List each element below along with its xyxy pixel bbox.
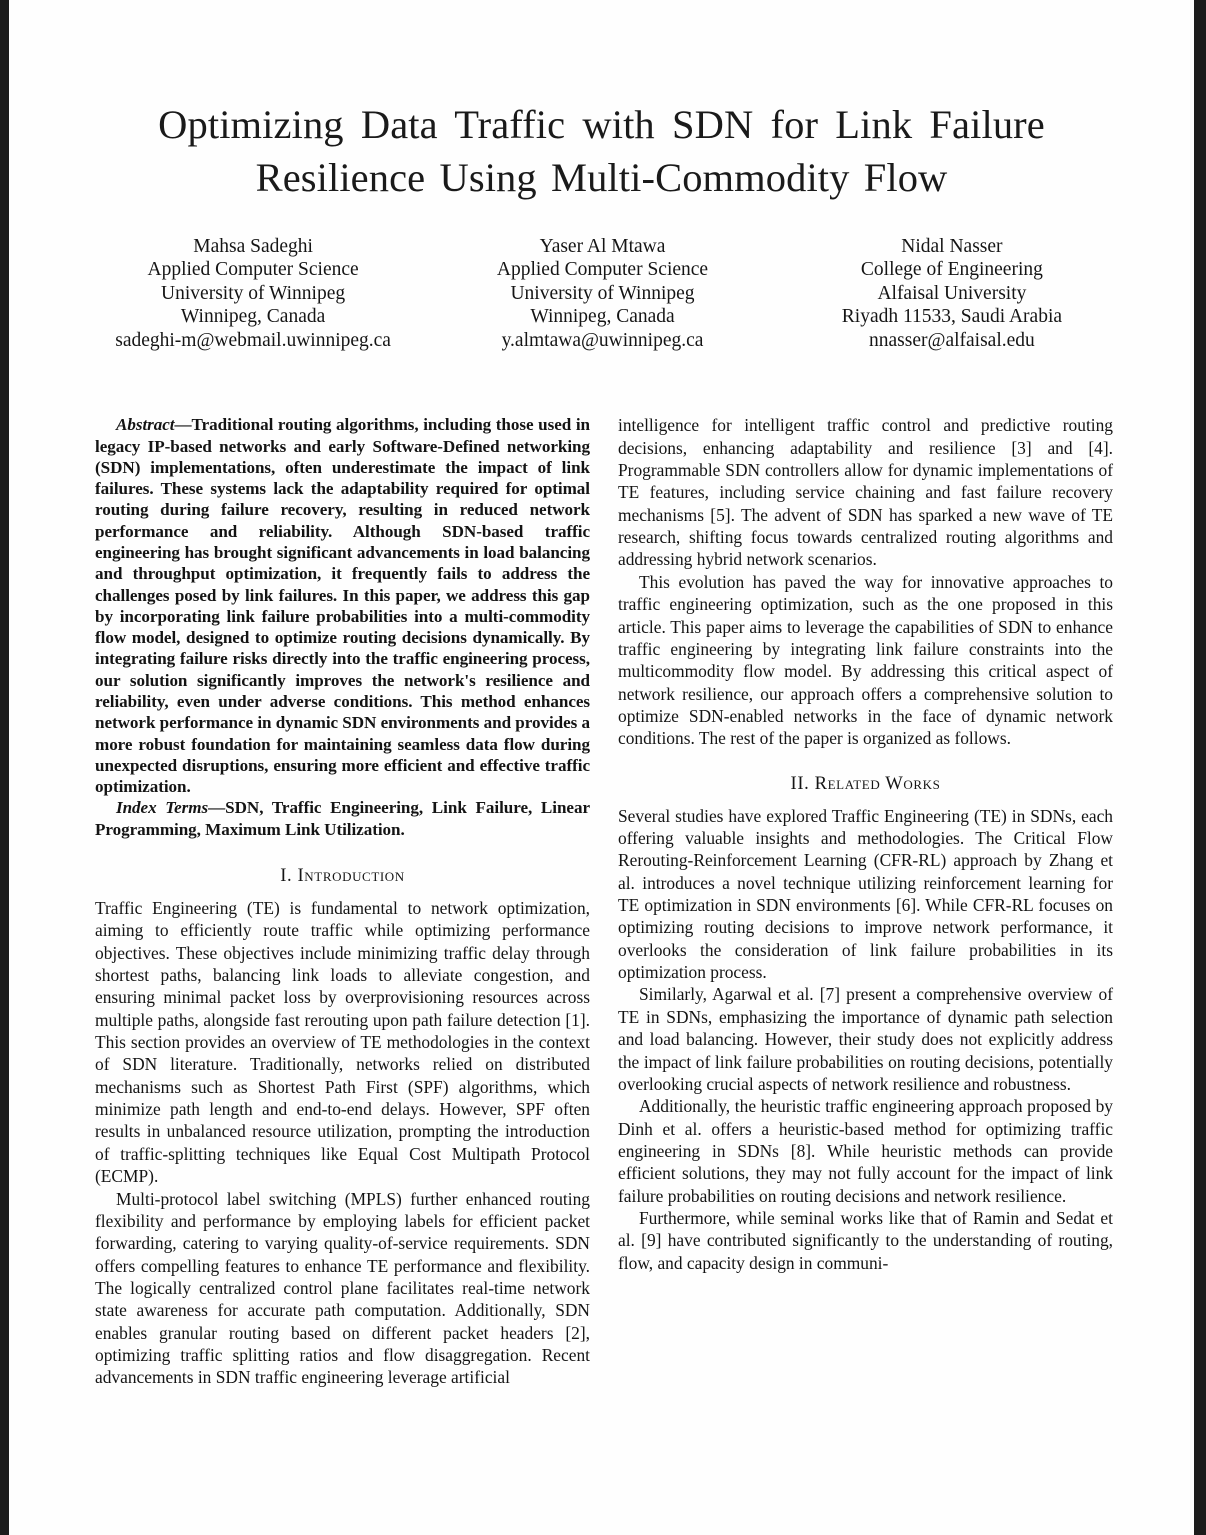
section-heading-introduction [95,864,590,888]
paragraph-related-1: Several studies have explored Traffic Engineering (TE) in SDNs, each offering valuable insights and methodologies. The Critical Flow Rerouting-Reinforcement Learning (CFR-RL) approach by Zhang et al. introduces a novel technique utilizing reinforcement learning for TE optimization in SDN environments [6]. While CFR-RL focuses on optimizing routing decisions to improve network performance, it overlooks the consideration of link failure probabilities in its optimization process. [618,805,1113,983]
author-name: Mahsa Sadeghi [193,235,313,257]
author-organization: Alfaisal University [877,282,1027,304]
index-terms-label: Index Terms [116,798,209,818]
section-title: Related Works [814,772,941,794]
abstract-block [95,414,590,840]
abstract-dash: — [174,415,192,435]
paragraph-related-4: Furthermore, while seminal works like that of Ramin and Sedat et al. [9] have contributed significantly to the understanding of routing, flow, and capacity design in communi- [618,1208,1113,1273]
paper-page [9,0,1194,1535]
section-numeral: II. [790,772,810,794]
section-heading-related-works [618,772,1113,796]
author-department: Applied Computer Science [147,259,359,281]
author-location: Riyadh 11533, Saudi Arabia [841,306,1063,328]
right-column [618,414,1113,1388]
section-title: Introduction [297,864,405,886]
author-name: Yaser Al Mtawa [539,235,666,257]
index-terms-paragraph [95,797,590,840]
author-entry [780,235,1124,352]
abstract-label: Abstract [116,415,175,435]
paragraph-intro-2a: Multi-protocol label switching (MPLS) further enhanced routing flexibility and performance by employing labels for efficient packet forwarding, catering to varying quality-of-service requirements. SDN offers compelling features to enhance TE performance and flexibility. The logically centralized control plane facilitates real-time network state awareness for accurate path computation. Additionally, SDN enables granular routing based on different packet headers [2], optimizing traffic splitting ratios and flow disaggregation. Recent advancements in SDN traffic engineering leverage artificial [95,1188,590,1388]
paragraph-intro-2b: intelligence for intelligent traffic control and predictive routing decisions, enhancing adaptability and resilience [3] and [4]. Programmable SDN controllers allow for dynamic implementations of TE features, including service chaining and fast failure recovery mechanisms [5]. The advent of SDN has sparked a new wave of TE research, shifting focus towards centralized routing algorithms and addressing hybrid network scenarios. [618,415,1113,570]
abstract-paragraph [95,414,590,797]
page-background [9,0,1194,1535]
page-title [9,0,1194,205]
paragraph-related-3: Additionally, the heuristic traffic engineering approach proposed by Dinh et al. offers a heuristic-based method for optimizing traffic engineering in SDNs [8]. While heuristic methods can provide efficient solutions, they may not fully account for the impact of link failure probabilities on routing decisions and network resilience. [618,1096,1113,1206]
author-department: Applied Computer Science [496,259,709,281]
author-email: sadeghi-m@webmail.uwinnipeg.ca [115,329,391,351]
author-organization: University of Winnipeg [510,282,695,304]
abstract-text: Traditional routing algorithms, including those used in legacy IP-based networks and early Software-Defined networking (SDN) implementations, often underestimate the impact of link failures. These systems lack the adaptability required for optimal routing during failure recovery, resulting in reduced network performance and reliability. Although SDN-based traffic engineering has brought significant advancements in load balancing and throughput optimization, it frequently fails to address the challenges posed by link failures. In this paper, we address this gap by incorporating link failure probabilities into a multi-commodity flow model, designed to optimize routing decisions dynamically. By integrating failure risks directly into the traffic engineering process, our solution significantly improves the network's resilience and reliability, even under adverse conditions. This method enhances network performance in dynamic SDN environments and provides a more robust foundation for maintaining seamless data flow during unexpected disruptions, ensuring more efficient and effective traffic optimization. [95,415,590,797]
title-line-1: Optimizing Data Traffic with SDN for Link Failure [158,102,1045,147]
index-terms-dash: — [208,798,226,818]
author-email: y.almtawa@uwinnipeg.ca [501,329,704,351]
paragraph-intro-1: Traffic Engineering (TE) is fundamental to network optimization, aiming to efficiently route traffic while optimizing performance objectives. These objectives include minimizing traffic delay through shortest paths, balancing link loads to alleviate congestion, and ensuring minimal packet loss by overprovisioning resources across multiple paths, alongside fast rerouting upon path failure detection [1]. This section provides an overview of TE methodologies in the context of SDN literature. Traditionally, networks relied on distributed mechanisms such as Shortest Path First (SPF) algorithms, which minimize path length and end-to-end delays. However, SPF often results in unbalanced resource utilization, prompting the introduction of traffic-splitting techniques like Equal Cost Multipath Protocol (ECMP). [95,897,590,1187]
index-terms-text: SDN, Traffic Engineering, Link Failure, Linear Programming, Maximum Link Utilization. [95,798,590,839]
author-entry [81,235,425,352]
section-numeral: I. [280,864,293,886]
body-columns [9,352,1194,1388]
author-organization: University of Winnipeg [161,282,346,304]
paragraph-intro-3: This evolution has paved the way for innovative approaches to traffic engineering optimization, such as the one proposed in this article. This paper aims to leverage the capabilities of SDN to enhance traffic engineering by integrating link failure constraints into the multicommodity flow model. By addressing this critical aspect of network resilience, our approach offers a comprehensive solution to optimize SDN-enabled networks in the face of dynamic network conditions. The rest of the paper is organized as follows. [618,571,1113,749]
author-block [9,205,1194,352]
left-column [95,414,590,1388]
author-name: Nidal Nasser [901,235,1003,257]
author-email: nnasser@alfaisal.edu [869,329,1035,351]
author-location: Winnipeg, Canada [530,306,675,328]
author-location: Winnipeg, Canada [180,306,326,328]
paragraph-related-2: Similarly, Agarwal et al. [7] present a comprehensive overview of TE in SDNs, emphasizing the importance of dynamic path selection and load balancing. However, their study does not explicitly address the impact of link failure probabilities on routing decisions, potentially overlooking crucial aspects of network resilience and robustness. [618,984,1113,1094]
title-line-2: Resilience Using Multi-Commodity Flow [255,155,948,201]
author-entry [430,235,774,352]
author-department: College of Engineering [860,259,1043,281]
